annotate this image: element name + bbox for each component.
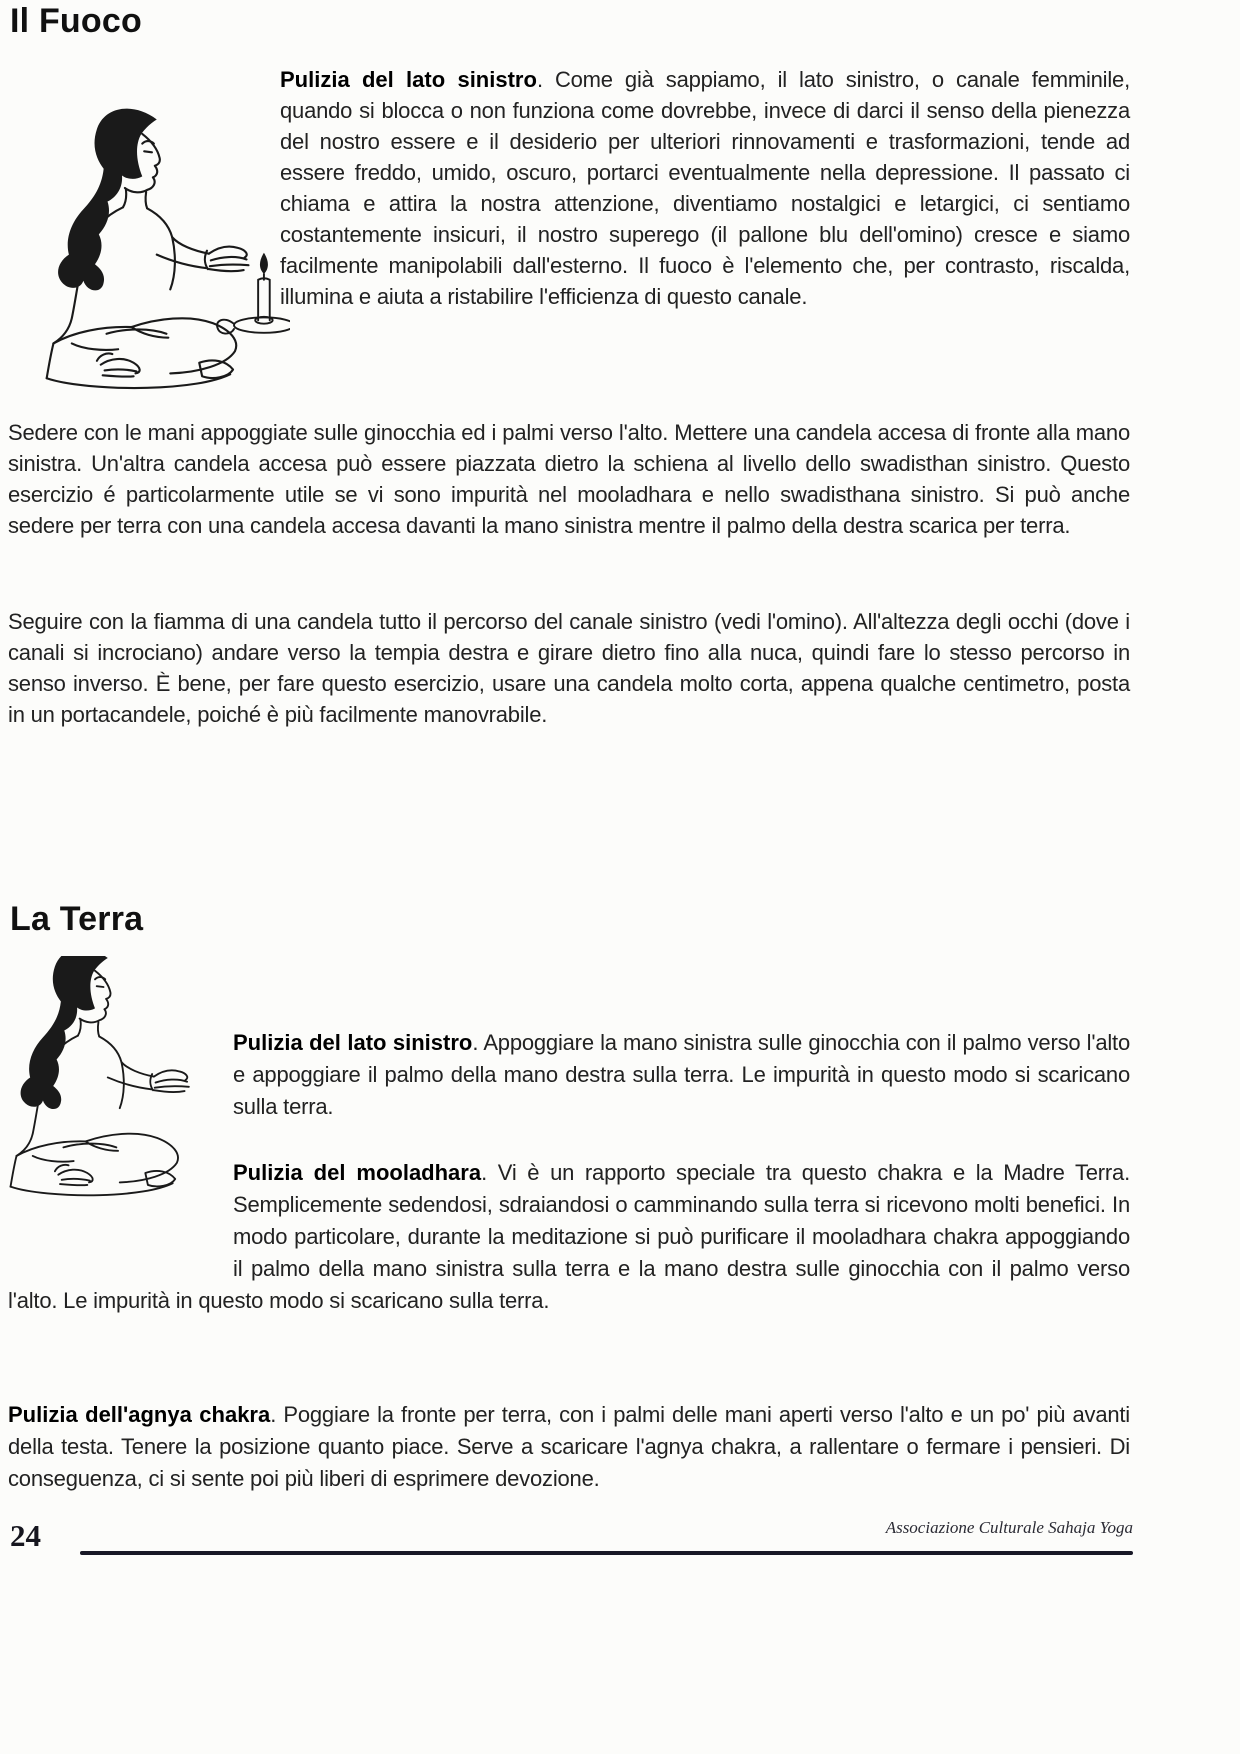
footer-imprint: Associazione Culturale Sahaja Yoga	[885, 1518, 1133, 1537]
paragraph-lead: Pulizia dell'agnya chakra	[8, 1402, 271, 1427]
paragraph-fuoco-sedere	[8, 417, 1130, 541]
footer-rule	[80, 1551, 1133, 1555]
paragraph-text: . Appoggiare la mano sinistra sulle ginocchia con il palmo verso l'alto e appoggiare il palmo della mano destra sulla terra. Le impurità in questo modo si scaricano sulla terra.	[233, 1030, 1131, 1119]
paragraph-text: . Come già sappiamo, il lato sinistro, o canale femminile, quando si blocca o non funziona come dovrebbe, invece di darci il senso della pienezza del nostro essere e il desiderio per ulteriori rinnovamenti e trasformazioni, tende ad essere freddo, umido, oscuro, portarci eventualmente nella depressione. Il passato ci chiama e attira la nostra attenzione, diventiamo nostalgici e letargici, ci sentiamo costantemente insicuri, il nostro superego (il pallone blu dell'omino) cresce e siamo facilmente manipolabili dall'esterno. Il fuoco è l'elemento che, per contrasto, riscalda, illumina e aiuta a ristabilire l'efficienza di questo canale.	[280, 67, 1130, 309]
paragraph-text: . Poggiare la fronte per terra, con i palmi delle mani aperti verso l'alto e un po' più avanti della testa. Tenere la posizione quanto piace. Serve a scaricare l'agnya chakra, a rallentare o fermare i pensieri. Di conseguenza, ci si sente poi più liberi di esprimere devozione.	[8, 1402, 1130, 1491]
paragraph-lead: Pulizia del lato sinistro	[233, 1030, 473, 1055]
paragraph-lead: Pulizia del lato sinistro	[280, 67, 537, 92]
illustration-wrap-spacer	[8, 1157, 233, 1285]
paragraph-text: . Vi è un rapporto speciale tra questo chakra e la Madre Terra. Semplicemente sedendosi, sdraiandosi o camminando sulla terra si ricevono molti benefici. In modo particolare, durante la meditazione si può purificare il mooladhara chakra appoggiando il palmo della mano sinistra sulla terra e la mano destra sulle ginocchia con il palmo verso l'alto. Le impurità in questo modo si scaricano sulla terra.	[8, 1160, 1131, 1313]
paragraph-text: Seguire con la fiamma di una candela tutto il percorso del canale sinistro (vedi l'omino). All'altezza degli occhi (dove i canali si incrociano) andare verso la tempia destra e girare dietro fino alla nuca, quindi fare lo stesso percorso in senso inverso. È bene, per fare questo esercizio, usare una candela molto corta, appena qualche centimetro, posta in un portacandele, poiché è più facilmente manovrabile.	[8, 609, 1130, 727]
paragraph-fuoco-seguire-fiamma	[8, 606, 1130, 730]
paragraph-terra-pulizia-agnya	[8, 1399, 1130, 1495]
paragraph-terra-pulizia-mooladhara	[8, 1157, 1130, 1317]
section-heading-il-fuoco: Il Fuoco	[10, 2, 142, 40]
paragraph-fuoco-pulizia-lato-sinistro	[280, 64, 1130, 312]
paragraph-terra-pulizia-lato-sinistro	[233, 1027, 1130, 1123]
illustration-woman-with-candle	[10, 85, 290, 403]
page-number: 24	[10, 1518, 41, 1553]
paragraph-text: Sedere con le mani appoggiate sulle ginocchia ed i palmi verso l'alto. Mettere una candela accesa di fronte alla mano sinistra. Un'altra candela accesa può essere piazzata dietro la schiena al livello dello swadisthan sinistro. Questo esercizio é particolarmente utile se vi sono impurità nel mooladhara e nello swadisthana sinistro. Si può anche sedere per terra con una candela accesa davanti la mano sinistra mentre il palmo della destra scarica per terra.	[8, 420, 1130, 538]
section-heading-la-terra: La Terra	[10, 900, 144, 938]
paragraph-lead: Pulizia del mooladhara	[233, 1160, 482, 1185]
